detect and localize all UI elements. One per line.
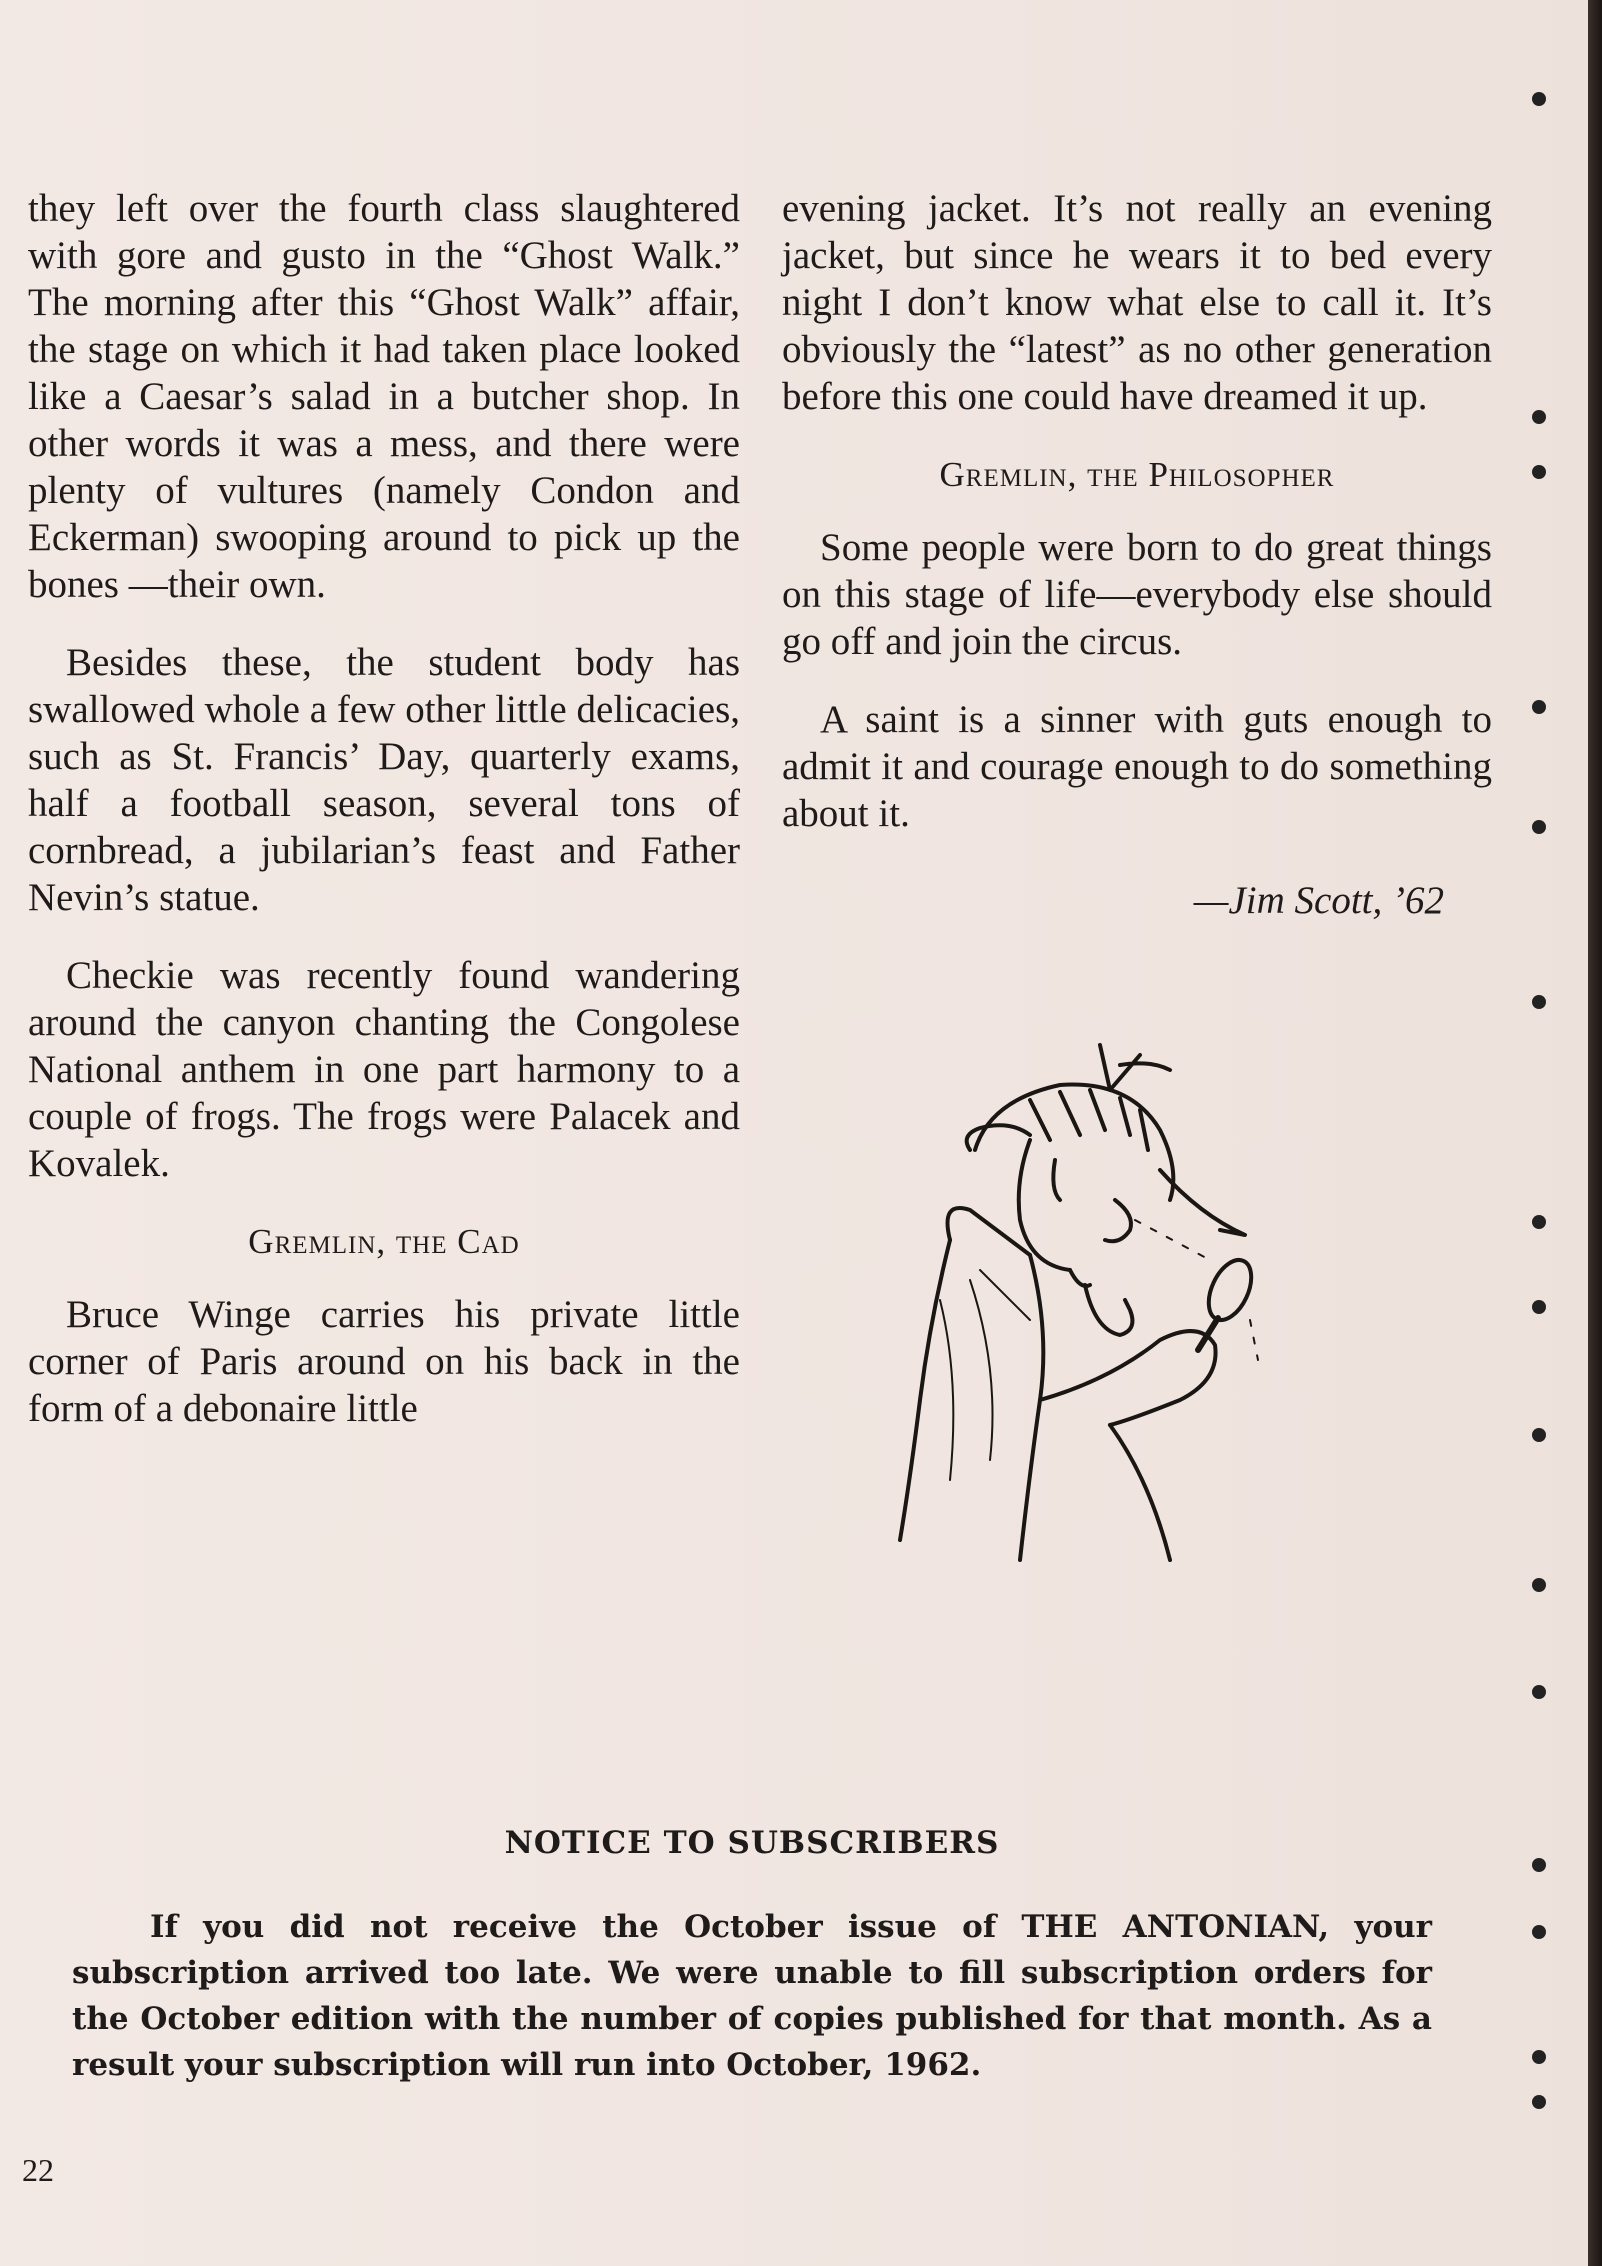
page-edge: [1588, 0, 1602, 2266]
binding-hole: [1532, 1215, 1546, 1229]
section-heading: Gremlin, the Cad: [248, 1222, 520, 1261]
binding-hole: [1532, 995, 1546, 1009]
binding-hole: [1532, 820, 1546, 834]
paragraph: they left over the fourth class slaughtered with gore and gusto in the “Ghost Walk.” The morning after this “Ghost Walk” affair, the stage on which it had taken place looked like a Caesar’s salad in a butcher shop. In other words it was a mess, and there were plenty of vultures (namely Condon and Eckerman) swooping around to pick up the bones —their own.: [28, 187, 740, 606]
binding-hole: [1532, 1858, 1546, 1872]
paragraph: Besides these, the student body has swallowed whole a few other little delicacies, such as St. Francis’ Day, quarterly exams, half a football season, several tons of cornbread, a jubilarian’s feast and Father Nevin’s statue.: [28, 641, 740, 919]
binding-hole: [1532, 2095, 1546, 2109]
paragraph: Some people were born to do great things on this stage of life—everybody else should go off and join the circus.: [782, 526, 1492, 663]
left-column: [28, 185, 740, 1463]
binding-hole: [1532, 1925, 1546, 1939]
binding-hole: [1532, 1685, 1546, 1699]
binding-hole: [1532, 2050, 1546, 2064]
binding-hole: [1532, 465, 1546, 479]
binding-holes: [1532, 0, 1562, 2266]
binding-hole: [1532, 1428, 1546, 1442]
subscriber-notice: [72, 1820, 1432, 2088]
right-column: [782, 185, 1492, 924]
detective-with-magnifying-glass-icon: [880, 1040, 1280, 1580]
paragraph: Checkie was recently found wandering around the canyon chanting the Congolese National anthem in one part harmony to a couple of frogs. The frogs were Palacek and Kovalek.: [28, 954, 740, 1185]
binding-hole: [1532, 1578, 1546, 1592]
author-signature: —Jim Scott, ’62: [1193, 879, 1444, 922]
notice-title: NOTICE TO SUBSCRIBERS: [504, 1825, 1000, 1861]
paragraph: Bruce Winge carries his private little corner of Paris around on his back in the form of a debonaire little: [28, 1293, 740, 1430]
section-heading: Gremlin, the Philosopher: [939, 455, 1335, 494]
binding-hole: [1532, 410, 1546, 424]
binding-hole: [1532, 1300, 1546, 1314]
notice-body: If you did not receive the October issue of THE ANTONIAN, your subscription arrived too late. We were unable to fill subscription orders for the October edition with the number of copies published for that month. As a result your subscription will run into October, 1962.: [72, 1909, 1432, 2083]
paragraph: evening jacket. It’s not really an evening jacket, but since he wears it to bed every night I don’t know what else to call it. It’s obviously the “latest” as no other generation before this one could have dreamed it up.: [782, 187, 1492, 418]
page-number: 22: [22, 2152, 54, 2188]
paragraph: A saint is a sinner with guts enough to admit it and courage enough to do something about it.: [782, 698, 1492, 835]
binding-hole: [1532, 700, 1546, 714]
binding-hole: [1532, 92, 1546, 106]
